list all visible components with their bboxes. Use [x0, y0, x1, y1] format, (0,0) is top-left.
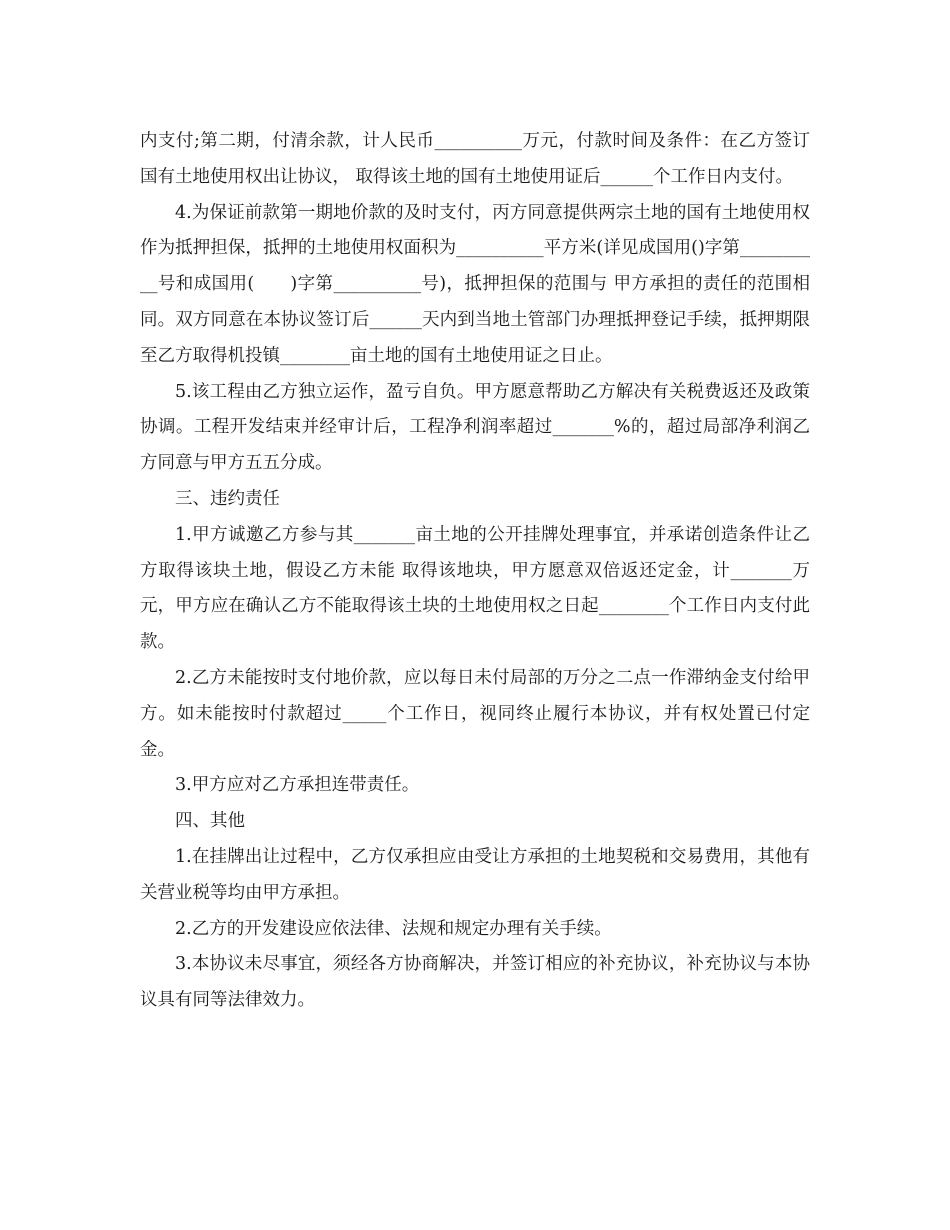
paragraph-breach-3: 3.甲方应对乙方承担连带责任。	[175, 775, 420, 796]
section-heading-breach: 三、违约责任	[175, 488, 280, 509]
paragraph-breach-1: 1.甲方诚邀乙方参与其_______亩土地的公开挂牌处理事宜，并承诺创造条件让乙方取得该块土地，假设乙方未能 取得该地块，甲方愿意双倍返还定金，计_______万元，甲方应在确认乙方不能取得该土块的土地使用权之日起________个工作日内支付此款。	[140, 524, 810, 653]
section-heading-other: 四、其他	[175, 811, 245, 832]
paragraph-other-2: 2.乙方的开发建设应依法律、法规和规定办理有关手续。	[175, 918, 612, 939]
paragraph-other-3: 3.本协议未尽事宜，须经各方协商解决，并签订相应的补充协议，补充协议与本协议具有同等法律效力。	[140, 954, 810, 1011]
paragraph-breach-2: 2.乙方未能按时支付地价款，应以每日未付局部的万分之二点一作滞纳金支付给甲方。如未能按时付款超过_____个工作日，视同终止履行本协议，并有权处置已付定金。	[140, 667, 810, 760]
paragraph-clause-5-profit: 5.该工程由乙方独立运作，盈亏自负。甲方愿意帮助乙方解决有关税费返还及政策协调。工程开发结束并经审计后，工程净利润率超过_______%的，超过局部净利润乙方同意与甲方五五分成。	[140, 381, 810, 474]
paragraph-clause-4-mortgage: 4.为保证前款第一期地价款的及时支付，丙方同意提供两宗土地的国有土地使用权作为抵押担保，抵押的土地使用权面积为__________平方米(详见成国用()字第__________号和成国用( )字第__________号)，抵押担保的范围与 甲方承担的责任的范围相同。双方同意在本协议签订后______天内到当地土管部门办理抵押登记手续，抵押期限至乙方取得机投镇________亩土地的国有土地使用证之日止。	[140, 202, 810, 366]
paragraph-other-1: 1.在挂牌出让过程中，乙方仅承担应由受让方承担的土地契税和交易费用，其他有关营业税等均由甲方承担。	[140, 846, 810, 903]
paragraph-continued-payment: 内支付;第二期，付清余款，计人民币__________万元，付款时间及条件：在乙方签订国有土地使用权出让协议， 取得该土地的国有土地使用证后______个工作日内支付。	[140, 131, 810, 187]
